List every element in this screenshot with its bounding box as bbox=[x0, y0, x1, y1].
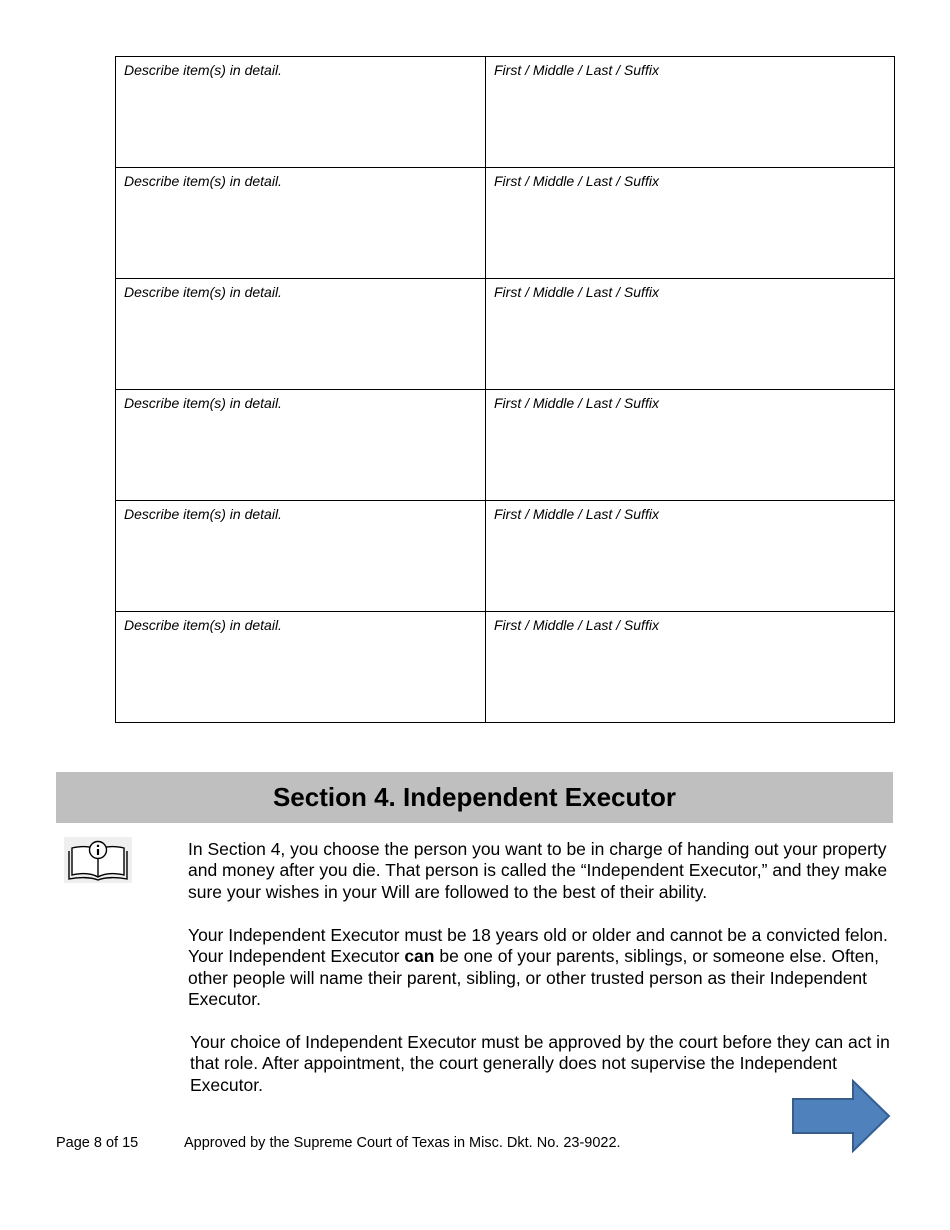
gift-table bbox=[115, 56, 895, 723]
info-paragraph-3: Your choice of Independent Executor must be approved by the court before they can act in that role. After appointment, the court generally does not supervise the Independent Executor. bbox=[190, 1032, 890, 1095]
section-heading bbox=[56, 772, 893, 823]
table-row bbox=[116, 57, 895, 168]
info-paragraph-1: In Section 4, you choose the person you want to be in charge of handing out your property and money after you die. That person is called the “Independent Executor,” and they make sure your wishes in your Will are followed to the best of their ability. bbox=[188, 839, 888, 902]
section-title: Section 4. Independent Executor bbox=[272, 782, 677, 812]
table-row bbox=[116, 501, 895, 612]
beneficiary-name-field[interactable]: First / Middle / Last / Suffix bbox=[486, 390, 895, 501]
right-arrow-icon[interactable] bbox=[791, 1079, 891, 1153]
beneficiary-name-field[interactable]: First / Middle / Last / Suffix bbox=[486, 501, 895, 612]
beneficiary-name-field[interactable]: First / Middle / Last / Suffix bbox=[486, 612, 895, 723]
item-description-field[interactable]: Describe item(s) in detail. bbox=[116, 168, 486, 279]
item-description-field[interactable]: Describe item(s) in detail. bbox=[116, 612, 486, 723]
beneficiary-name-field[interactable]: First / Middle / Last / Suffix bbox=[486, 57, 895, 168]
emphasis-text: can bbox=[404, 946, 435, 967]
item-description-field[interactable]: Describe item(s) in detail. bbox=[116, 57, 486, 168]
table-row bbox=[116, 168, 895, 279]
page-number: Page 8 of 15 bbox=[56, 1135, 139, 1151]
table-row bbox=[116, 612, 895, 723]
info-paragraph-2 bbox=[188, 925, 888, 1010]
paragraph-text: Your Independent Executor must be 18 years old or older and cannot be a convicted felon. Your Independent Executor bbox=[188, 925, 888, 967]
table-row bbox=[116, 279, 895, 390]
arrow-shape bbox=[793, 1081, 889, 1151]
beneficiary-name-field[interactable]: First / Middle / Last / Suffix bbox=[486, 279, 895, 390]
approval-note: Approved by the Supreme Court of Texas in Misc. Dkt. No. 23-9022. bbox=[184, 1135, 621, 1151]
item-description-field[interactable]: Describe item(s) in detail. bbox=[116, 390, 486, 501]
paragraph-text: be one of your parents, siblings, or someone else. Often, other people will name their parent, sibling, or other trusted person as their Independent Executor. bbox=[188, 946, 880, 1009]
info-book-icon bbox=[64, 837, 132, 883]
beneficiary-name-field[interactable]: First / Middle / Last / Suffix bbox=[486, 168, 895, 279]
item-description-field[interactable]: Describe item(s) in detail. bbox=[116, 279, 486, 390]
table-row bbox=[116, 390, 895, 501]
item-description-field[interactable]: Describe item(s) in detail. bbox=[116, 501, 486, 612]
